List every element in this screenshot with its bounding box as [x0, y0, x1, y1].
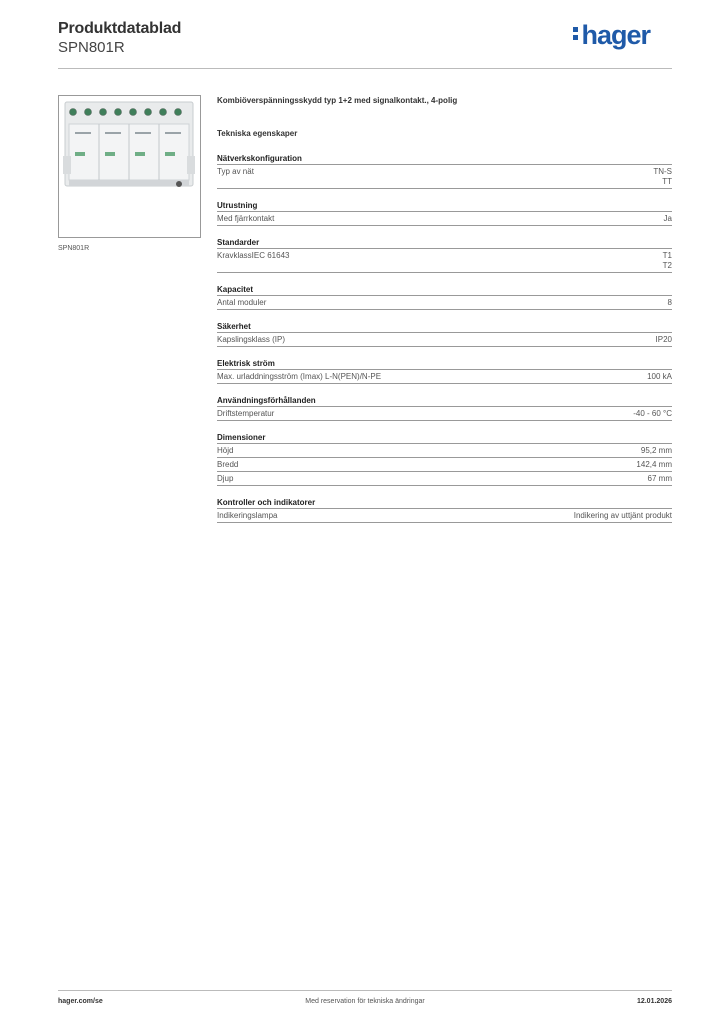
specifications	[217, 96, 672, 535]
spec-value-line: 95,2 mm	[640, 446, 672, 455]
spec-row	[217, 370, 672, 384]
spec-group	[217, 154, 672, 189]
spec-group-title: Säkerhet	[217, 322, 672, 333]
spec-value	[648, 474, 672, 484]
spec-value	[647, 372, 672, 382]
logo-colon-icon	[573, 24, 578, 43]
image-caption: SPN801R	[58, 245, 90, 252]
spec-row	[217, 296, 672, 310]
spec-label: Med fjärrkontakt	[217, 214, 275, 223]
spec-value-line: 142,4 mm	[636, 460, 672, 469]
spec-value	[574, 511, 672, 521]
section-heading: Tekniska egenskaper	[217, 129, 298, 138]
spec-group	[217, 396, 672, 421]
spec-label: Max. urladdningsström (Imax) L-N(PEN)/N-PE	[217, 372, 382, 381]
product-image	[58, 95, 201, 238]
product-code: SPN801R	[58, 39, 125, 56]
spec-value-line: T2	[662, 261, 672, 270]
spec-group	[217, 285, 672, 310]
spec-value	[664, 214, 672, 224]
spec-row	[217, 472, 672, 486]
spec-value-line: Indikering av uttjänt produkt	[573, 511, 672, 520]
footer-divider	[58, 990, 672, 991]
spec-value-line: 100 kA	[647, 372, 672, 381]
spec-value	[636, 460, 672, 470]
spec-group-title: Användningsförhållanden	[217, 396, 672, 407]
spec-value	[668, 298, 672, 308]
spec-row	[217, 458, 672, 472]
spec-value-line: IP20	[655, 335, 672, 344]
spec-value	[656, 335, 672, 345]
spec-group	[217, 201, 672, 226]
header-divider	[58, 68, 672, 69]
spec-value	[663, 251, 672, 271]
document-title: Produktdatablad	[58, 20, 182, 37]
spec-group-title: Utrustning	[217, 201, 672, 212]
spec-row	[217, 509, 672, 523]
spec-value-line: 8	[667, 298, 672, 307]
spec-value	[633, 409, 672, 419]
spec-value-line: Ja	[663, 214, 672, 223]
spec-row	[217, 333, 672, 347]
spec-group	[217, 433, 672, 486]
spec-group	[217, 498, 672, 523]
hager-logo	[573, 20, 650, 51]
spec-group	[217, 238, 672, 273]
spec-group	[217, 322, 672, 347]
spec-label: Djup	[217, 474, 234, 483]
spec-groups	[217, 154, 672, 523]
spec-value-line: -40 - 60 °C	[633, 409, 672, 418]
spec-row	[217, 444, 672, 458]
spec-value-line: T1	[662, 251, 672, 260]
spec-group-title: Kontroller och indikatorer	[217, 498, 672, 509]
spec-value-line: 67 mm	[647, 474, 672, 483]
footer-website: hager.com/se	[58, 998, 103, 1005]
spec-group-title: Standarder	[217, 238, 672, 249]
spec-group-title: Nätverkskonfiguration	[217, 154, 672, 165]
spec-label: Antal moduler	[217, 298, 267, 307]
product-description: Kombiöverspänningsskydd typ 1+2 med signalkontakt., 4-polig	[217, 96, 458, 105]
spec-row	[217, 407, 672, 421]
spec-label: Bredd	[217, 460, 239, 469]
spec-group	[217, 359, 672, 384]
spec-group-title: Elektrisk ström	[217, 359, 672, 370]
spec-value-line: TT	[662, 177, 672, 186]
spec-group-title: Kapacitet	[217, 285, 672, 296]
logo-text: hager	[581, 20, 650, 50]
spec-label: KravklassIEC 61643	[217, 251, 290, 260]
spec-value-line: TN-S	[653, 167, 672, 176]
spec-row	[217, 165, 672, 189]
spec-value	[653, 167, 672, 187]
spec-label: Typ av nät	[217, 167, 254, 176]
spec-group-title: Dimensioner	[217, 433, 672, 444]
spec-label: Kapslingsklass (IP)	[217, 335, 286, 344]
page-header	[58, 20, 672, 70]
surge-protector-icon	[59, 96, 201, 238]
footer-date: 12.01.2026	[636, 998, 672, 1005]
spec-label: Höjd	[217, 446, 234, 455]
spec-row	[217, 212, 672, 226]
spec-label: Driftstemperatur	[217, 409, 275, 418]
spec-label: Indikeringslampa	[217, 511, 278, 520]
footer-disclaimer: Med reservation för tekniska ändringar	[305, 998, 425, 1005]
spec-value	[641, 446, 672, 456]
spec-row	[217, 249, 672, 273]
